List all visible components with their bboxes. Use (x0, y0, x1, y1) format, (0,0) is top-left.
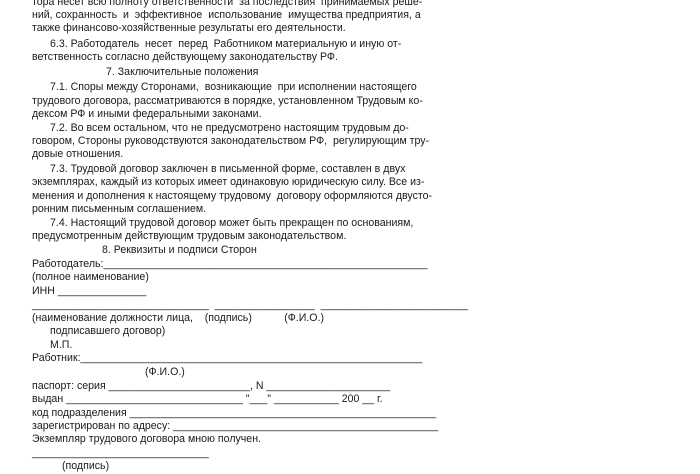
signature-line: ______________________________ (32, 447, 209, 459)
line: довые отношения. (32, 148, 124, 160)
line: также финансово-хозяйственные результаты его деятельности. (32, 22, 346, 34)
line: ронним письменным соглашением. (32, 203, 207, 215)
address-field: зарегистрирован по адресу: _____________________________________________ (32, 420, 439, 432)
line: (полное наименование) (32, 271, 149, 283)
line: 7.3. Трудовой договор заключен в письменной форме, составлен в двух (50, 163, 406, 175)
line: 6.3. Работодатель несет перед Работником материальную и иную от- (50, 38, 402, 50)
line: экземплярах, каждый из которых имеет одинаковую юридическую силу. Все из- (32, 176, 425, 188)
line: предусмотренным действующим трудовым законодательством. (32, 230, 347, 242)
line: (наименование должности лица, (подпись) (Ф.И.О.) (32, 312, 325, 324)
section-heading: 7. Заключительные положения (106, 66, 259, 78)
line: 7.2. Во всем остальном, что не предусмотрено настоящим трудовым до- (50, 122, 409, 134)
line: тора несет всю полноту ответственности за последствия принимаемых реше- (32, 0, 423, 8)
line: ний, сохранность и эффективное использование имущества предприятия, а (32, 9, 421, 21)
line: менения и дополнения к настоящему трудовому договору оформляются двусто- (32, 190, 433, 202)
line: (Ф.И.О.) (145, 366, 185, 378)
issued-field: выдан ______________________________ "___" ___________ 200 __ г. (32, 393, 383, 405)
line: трудового договора, рассматриваются в порядке, установленном Трудовым ко- (32, 95, 423, 107)
line: ветственность согласно действующему законодательству РФ. (32, 51, 338, 63)
section-heading: 8. Реквизиты и подписи Сторон (102, 244, 257, 256)
division-code-field: код подразделения ____________________________________________________ (32, 407, 437, 419)
line: Экземпляр трудового договора мною получен. (32, 433, 261, 445)
line: говором, Стороны руководствуются законодательством РФ, регулирующим тру- (32, 135, 430, 147)
inn-field: ИНН _______________ (32, 285, 147, 297)
signature-lines: ______________________________ _________________ _________________________ (32, 299, 468, 311)
line: 7.1. Споры между Сторонами, возникающие при исполнении настоящего (50, 81, 417, 93)
line: (подпись) (62, 460, 110, 472)
employee-field: Работник:__________________________________________________________ (32, 352, 423, 364)
line: дексом РФ и иными федеральными законами. (32, 108, 262, 120)
stamp-place: М.П. (50, 339, 73, 351)
line: 7.4. Настоящий трудовой договор может быть прекращен по основаниям, (50, 217, 414, 229)
employer-field: Работодатель:_______________________________________________________ (32, 258, 428, 270)
line: подписавшего договор) (50, 325, 166, 337)
passport-field: паспорт: серия ________________________, N _____________________ (32, 380, 391, 392)
